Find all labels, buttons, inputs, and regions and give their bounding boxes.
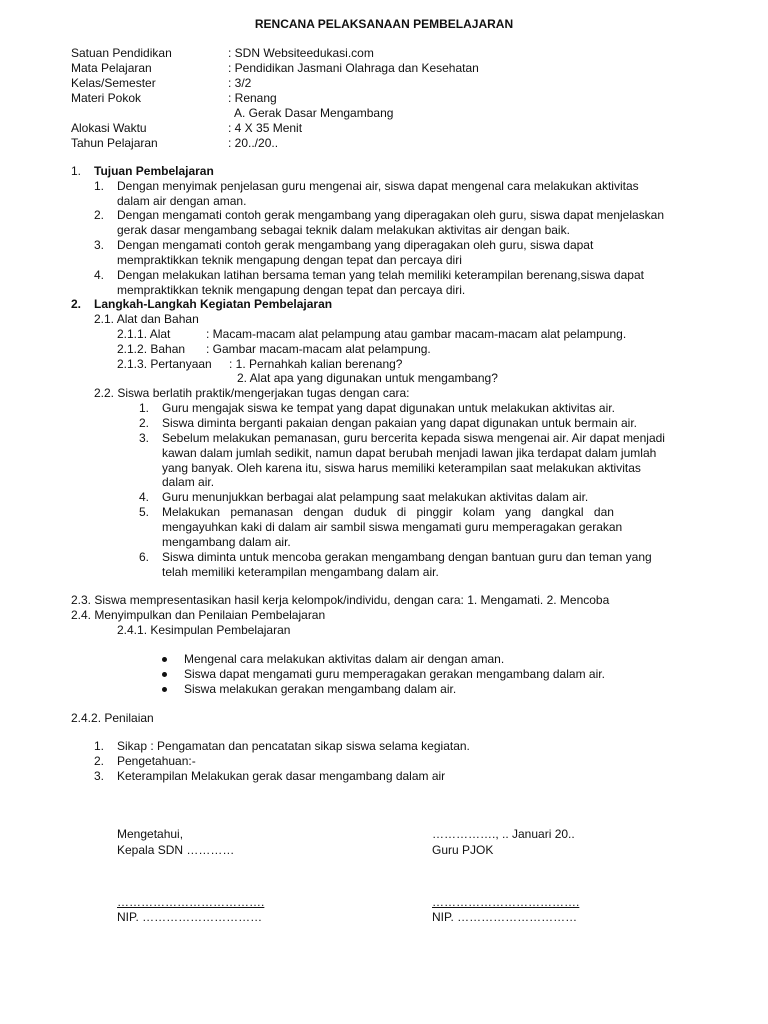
list-item: Guru menunjukkan berbagai alat pelampung saat melakukan aktivitas dalam air. (162, 490, 589, 504)
signature-right-nip: NIP. ………………………… (432, 910, 578, 924)
subsection-heading: 2.4. Menyimpulkan dan Penilaian Pembelajaran (71, 608, 326, 622)
identity-value: : SDN Websiteedukasi.com (228, 46, 374, 60)
signature-right-role: Guru PJOK (432, 843, 494, 857)
question-text: : 1. Pernahkah kalian berenang? (229, 357, 403, 371)
identity-value: : 3/2 (228, 76, 252, 90)
subsection-value: : Macam-macam alat pelampung atau gambar macam-macam alat pelampung. (206, 327, 627, 341)
bullet-icon (162, 687, 167, 692)
list-item: Sikap : Pengamatan dan pencatatan sikap siswa selama kegiatan. (117, 739, 470, 753)
signature-left-title: Mengetahui, (117, 827, 184, 841)
list-item: Dengan mengamati contoh gerak mengambang yang diperagakan oleh guru, siswa dapat menjelaskan (117, 208, 665, 222)
bullet-icon (162, 657, 167, 662)
identity-value: : Renang (228, 91, 277, 105)
list-number: 4. (139, 490, 150, 504)
list-number: 3. (94, 769, 105, 783)
question-text: 2. Alat apa yang digunakan untuk mengambang? (237, 371, 498, 385)
list-item: Keterampilan Melakukan gerak dasar mengambang dalam air (117, 769, 446, 783)
identity-value: : Pendidikan Jasmani Olahraga dan Kesehatan (228, 61, 479, 75)
identity-label: Materi Pokok (71, 91, 142, 105)
subsection-value: : Gambar macam-macam alat pelampung. (206, 342, 431, 356)
list-item: Pengetahuan:- (117, 754, 196, 768)
list-number: 1. (139, 401, 150, 415)
list-item: telah memiliki keterampilan mengambang dalam air. (162, 565, 439, 579)
list-number: 1. (94, 179, 105, 193)
bullet-icon (162, 672, 167, 677)
identity-value: : 4 X 35 Menit (228, 121, 303, 135)
list-item: mengambang dalam air. (162, 535, 291, 549)
signature-left-role: Kepala SDN ………… (117, 843, 235, 857)
identity-value: A. Gerak Dasar Mengambang (234, 106, 394, 120)
list-number: 2. (94, 208, 105, 222)
identity-label: Satuan Pendidikan (71, 46, 172, 60)
subsection-heading: 2.2. Siswa berlatih praktik/mengerjakan tugas dengan cara: (94, 386, 410, 400)
signature-right-date: ……………., .. Januari 20.. (432, 827, 575, 841)
identity-label: Kelas/Semester (71, 76, 156, 90)
section-number: 1. (71, 164, 82, 178)
list-item: Siswa diminta berganti pakaian dengan pakaian yang dapat digunakan untuk bermain air. (162, 416, 637, 430)
section-number: 2. (71, 297, 82, 311)
list-item: mengayuhkan kaki di dalam air sambil siswa mengamati guru memperagakan gerakan (162, 520, 623, 534)
list-item: kawan dalam jumlah sedikit, namun dapat berubah menjadi lawan jika terdapat dalam jumlah (162, 446, 657, 460)
subsection-label: 2.1.3. Pertanyaan (117, 357, 212, 371)
list-number: 6. (139, 550, 150, 564)
list-item: Melakukan pemanasan dengan duduk di pinggir kolam yang dangkal dan (162, 505, 614, 519)
bullet-item: Siswa dapat mengamati guru memperagakan gerakan mengambang dalam air. (184, 667, 605, 681)
list-item: yang banyak. Oleh karena itu, siswa harus memiliki keterampilan saat melakukan aktivitas (162, 461, 641, 475)
identity-label: Tahun Pelajaran (71, 136, 158, 150)
list-item: Dengan mengamati contoh gerak mengambang yang diperagakan oleh guru, siswa dapat (117, 238, 594, 252)
subsection-heading: 2.4.2. Penilaian (71, 711, 154, 725)
subsection-heading: 2.4.1. Kesimpulan Pembelajaran (117, 623, 291, 637)
list-number: 2. (94, 754, 105, 768)
page-title: RENCANA PELAKSANAAN PEMBELAJARAN (254, 17, 514, 31)
list-number: 5. (139, 505, 150, 519)
identity-label: Alokasi Waktu (71, 121, 147, 135)
list-number: 4. (94, 268, 105, 282)
list-number: 1. (94, 739, 105, 753)
signature-right-line: ………………………………. (432, 895, 580, 909)
list-item: Guru mengajak siswa ke tempat yang dapat digunakan untuk melakukan aktivitas air. (162, 401, 615, 415)
subsection-heading: 2.1. Alat dan Bahan (94, 312, 199, 326)
signature-left-nip: NIP. ………………………… (117, 910, 263, 924)
subsection-label: 2.1.2. Bahan (117, 342, 186, 356)
list-number: 2. (139, 416, 150, 430)
list-item: Dengan melakukan latihan bersama teman yang telah memiliki keterampilan berenang,siswa dapat (117, 268, 644, 282)
identity-value: : 20../20.. (228, 136, 279, 150)
list-number: 3. (94, 238, 105, 252)
subsection-heading: 2.3. Siswa mempresentasikan hasil kerja kelompok/individu, dengan cara: 1. Mengamati. 2. Mencoba (71, 593, 610, 607)
list-item: gerak dasar mengambang sebagai teknik dalam melakukan aktivitas air dengan baik. (117, 223, 570, 237)
list-item: mempraktikkan teknik mengapung dengan tepat dan percaya diri (117, 253, 462, 267)
subsection-label: 2.1.1. Alat (117, 327, 171, 341)
list-item: dalam air dengan aman. (117, 194, 247, 208)
list-item: mempraktikkan teknik mengapung dengan tepat dan percaya diri. (117, 283, 466, 297)
section-heading: Tujuan Pembelajaran (94, 164, 214, 178)
bullet-item: Mengenal cara melakukan aktivitas dalam air dengan aman. (184, 652, 505, 666)
bullet-item: Siswa melakukan gerakan mengambang dalam air. (184, 682, 457, 696)
list-item: Dengan menyimak penjelasan guru mengenai air, siswa dapat mengenal cara melakukan aktivitas (117, 179, 639, 193)
list-number: 3. (139, 431, 150, 445)
identity-label: Mata Pelajaran (71, 61, 152, 75)
signature-left-line: ………………………………. (117, 895, 265, 909)
list-item: Siswa diminta untuk mencoba gerakan mengambang dengan bantuan guru dan teman yang (162, 550, 652, 564)
list-item: dalam air. (162, 475, 215, 489)
section-heading: Langkah-Langkah Kegiatan Pembelajaran (94, 297, 333, 311)
list-item: Sebelum melakukan pemanasan, guru bercerita kepada siswa mengenai air. Air dapat menjadi (162, 431, 665, 445)
